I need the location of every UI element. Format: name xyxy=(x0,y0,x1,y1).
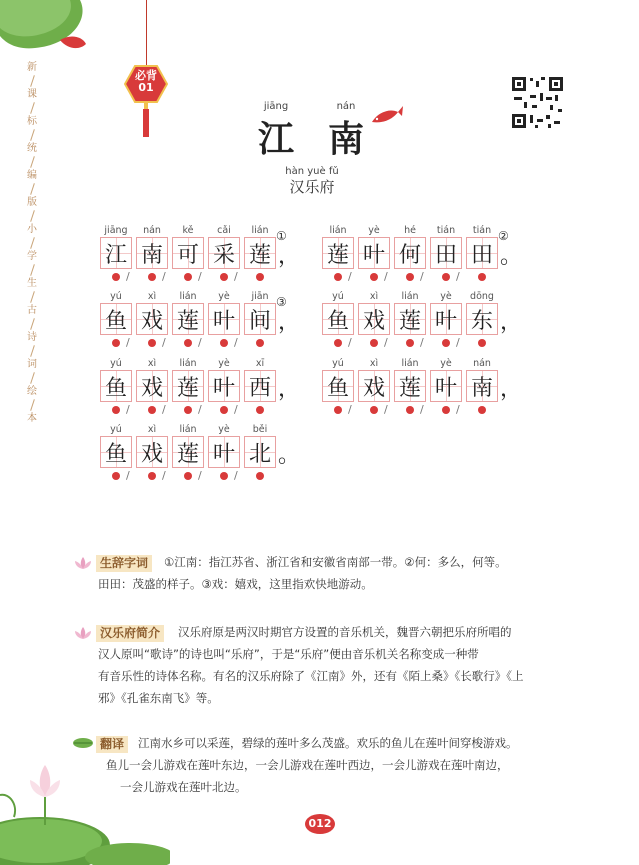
rhythm-slash: / xyxy=(420,270,424,283)
rhythm-slash: / xyxy=(234,270,238,283)
poem-char-box xyxy=(100,303,132,335)
series-divider xyxy=(30,318,35,330)
plum-flower-icon xyxy=(256,339,264,347)
poem-char: 何 xyxy=(398,242,421,268)
plum-flower-icon xyxy=(334,406,342,414)
poem-char: 莲 xyxy=(176,308,199,334)
poem-pinyin: yè xyxy=(440,291,452,302)
poem-pinyin: lián xyxy=(401,358,419,369)
poem-char-cell xyxy=(244,358,276,402)
poem-char: 叶 xyxy=(434,308,457,334)
plum-flower-icon xyxy=(184,472,192,480)
rhythm-slash: / xyxy=(348,336,352,349)
series-char: 古 xyxy=(27,305,37,316)
rhythm-slash: / xyxy=(234,403,238,416)
title-pinyin-2: nán xyxy=(336,101,356,112)
poem-char-cell xyxy=(244,225,276,269)
plum-flower-icon xyxy=(334,273,342,281)
poem-pinyin: xī xyxy=(255,358,265,369)
poem-punctuation: ， xyxy=(278,310,301,335)
poem-pinyin: yú xyxy=(110,424,122,435)
poem-char-cell xyxy=(466,291,498,335)
poem-char-box xyxy=(430,370,462,402)
poem-punctuation: ， xyxy=(278,377,301,402)
poem-char-cell xyxy=(394,291,426,335)
poem-pinyin: nán xyxy=(473,358,491,369)
title-char-2: 南 xyxy=(327,118,364,160)
plum-flower-icon xyxy=(220,472,228,480)
plum-flower-icon xyxy=(256,406,264,414)
plum-flower-icon xyxy=(184,339,192,347)
poem-char: 南 xyxy=(470,375,493,401)
poem-pinyin: lián xyxy=(329,225,347,236)
plum-flower-icon xyxy=(406,406,414,414)
poem-char-cell xyxy=(136,424,168,468)
poem-punctuation: 。 xyxy=(500,244,523,269)
series-divider xyxy=(30,102,35,114)
series-divider xyxy=(30,237,35,249)
poem-char: 叶 xyxy=(362,242,385,268)
poem-pinyin: lián xyxy=(401,291,419,302)
poem-char-cell xyxy=(136,358,168,402)
poem-char-cell xyxy=(430,358,462,402)
series-divider xyxy=(30,75,35,87)
rhythm-slash: / xyxy=(126,403,130,416)
poem-char-cell xyxy=(358,225,390,269)
koi-fish-icon xyxy=(368,104,404,130)
poem-char-cell xyxy=(172,424,204,468)
footnote-marker: ② xyxy=(498,229,509,243)
plum-flower-icon xyxy=(112,472,120,480)
rhythm-slash: / xyxy=(234,469,238,482)
rhythm-slash: / xyxy=(198,403,202,416)
rhythm-slash: / xyxy=(126,336,130,349)
poem-char-box xyxy=(100,237,132,269)
poem-char-box xyxy=(136,370,168,402)
poem-pinyin: yè xyxy=(218,424,230,435)
poem-char-box xyxy=(136,436,168,468)
poem-char-cell xyxy=(172,358,204,402)
poem-char: 鱼 xyxy=(326,308,349,334)
rhythm-slash: / xyxy=(420,336,424,349)
series-char: 本 xyxy=(27,413,37,424)
poem-char-box xyxy=(466,303,498,335)
poem-char: 江 xyxy=(104,242,127,268)
poem-char-box xyxy=(358,370,390,402)
rhythm-slash: / xyxy=(162,270,166,283)
series-char: 统 xyxy=(27,143,37,154)
plum-flower-icon xyxy=(220,339,228,347)
series-divider xyxy=(30,210,35,222)
plum-flower-icon xyxy=(184,273,192,281)
rhythm-slash: / xyxy=(126,469,130,482)
poem-char-box xyxy=(466,370,498,402)
poem-char-box xyxy=(394,303,426,335)
series-char: 编 xyxy=(27,170,37,181)
title-pinyin-1: jiāng xyxy=(263,101,289,112)
poem-char: 莲 xyxy=(248,242,271,268)
poem-char-cell xyxy=(100,225,132,269)
poem-char: 戏 xyxy=(362,308,385,334)
author-name: 汉乐府 xyxy=(289,178,335,196)
plum-flower-icon xyxy=(406,273,414,281)
poem-char-box xyxy=(172,237,204,269)
plum-flower-icon xyxy=(148,273,156,281)
rhythm-slash: / xyxy=(456,336,460,349)
plum-flower-icon xyxy=(220,406,228,414)
poem-char: 莲 xyxy=(176,441,199,467)
poem-pinyin: kě xyxy=(182,225,194,236)
poem-char-cell xyxy=(136,291,168,335)
poem-pinyin: jiāng xyxy=(104,225,128,236)
intro-label: 汉乐府简介 xyxy=(96,625,164,642)
series-divider xyxy=(30,399,35,411)
poem-char-cell xyxy=(136,225,168,269)
plum-flower-icon xyxy=(256,273,264,281)
poem-char-cell xyxy=(208,424,240,468)
poem-char: 叶 xyxy=(434,375,457,401)
rhythm-slash: / xyxy=(162,336,166,349)
poem-char: 戏 xyxy=(140,441,163,467)
series-divider xyxy=(30,372,35,384)
qr-code-icon[interactable] xyxy=(510,75,565,130)
lotus-icon xyxy=(72,556,94,570)
poem-char: 间 xyxy=(248,308,271,334)
lotus-icon xyxy=(72,626,94,640)
poem-char-cell xyxy=(244,291,276,335)
poem-char-box xyxy=(100,436,132,468)
plum-flower-icon xyxy=(148,339,156,347)
plum-flower-icon xyxy=(478,406,486,414)
poem-char-box xyxy=(208,436,240,468)
poem-pinyin: yú xyxy=(332,358,344,369)
poem-char: 南 xyxy=(140,242,163,268)
tag-line1: 必背 xyxy=(135,69,157,82)
poem-char: 可 xyxy=(176,242,199,268)
series-char: 新 xyxy=(27,62,37,73)
poem-char-box xyxy=(466,237,498,269)
series-char: 版 xyxy=(27,197,37,208)
poem-char-cell xyxy=(394,225,426,269)
poem-char: 莲 xyxy=(176,375,199,401)
poem-char: 叶 xyxy=(212,308,235,334)
translation-label: 翻译 xyxy=(96,736,128,753)
poem-pinyin: yú xyxy=(332,291,344,302)
poem-pinyin: lián xyxy=(179,291,197,302)
series-char: 课 xyxy=(27,89,37,100)
poem-char-cell xyxy=(100,291,132,335)
poem-pinyin: xì xyxy=(369,358,379,369)
poem-pinyin: xì xyxy=(147,291,157,302)
poem-punctuation: ， xyxy=(500,377,523,402)
series-char: 小 xyxy=(27,224,37,235)
plum-flower-icon xyxy=(220,273,228,281)
poem-char: 戏 xyxy=(140,308,163,334)
rhythm-slash: / xyxy=(384,403,388,416)
plum-flower-icon xyxy=(370,406,378,414)
poem-char-cell xyxy=(322,225,354,269)
poem-char-box xyxy=(136,237,168,269)
tag-line2: 01 xyxy=(138,81,154,94)
page-number: 012 xyxy=(308,817,332,830)
poem-char-box xyxy=(322,237,354,269)
series-divider xyxy=(30,291,35,303)
poem-pinyin: yú xyxy=(110,291,122,302)
rhythm-slash: / xyxy=(198,270,202,283)
poem-char: 叶 xyxy=(212,441,235,467)
poem-pinyin: hé xyxy=(404,225,416,236)
footnote-marker: ① xyxy=(276,229,287,243)
rhythm-slash: / xyxy=(162,469,166,482)
series-divider xyxy=(30,264,35,276)
rhythm-slash: / xyxy=(348,270,352,283)
poem-char-box xyxy=(136,303,168,335)
plum-flower-icon xyxy=(478,273,486,281)
plum-flower-icon xyxy=(148,472,156,480)
poem-char: 田 xyxy=(470,242,493,268)
poem-char: 戏 xyxy=(140,375,163,401)
poem-pinyin: lián xyxy=(251,225,269,236)
poem-char: 鱼 xyxy=(104,308,127,334)
translation-line-3: 一会儿游戏在莲叶北边。 xyxy=(120,780,247,794)
plum-flower-icon xyxy=(112,273,120,281)
poem-pinyin: xì xyxy=(147,358,157,369)
poem-char-cell xyxy=(394,358,426,402)
rhythm-slash: / xyxy=(384,270,388,283)
series-char: 学 xyxy=(27,251,37,262)
poem-pinyin: dōng xyxy=(470,291,494,302)
plum-flower-icon xyxy=(256,472,264,480)
poem-pinyin: yè xyxy=(368,225,380,236)
poem-char-cell xyxy=(244,424,276,468)
glossary-line-1: ①江南：指江苏省、浙江省和安徽省南部一带。②何：多么，何等。 xyxy=(164,555,507,569)
rhythm-slash: / xyxy=(162,403,166,416)
plum-flower-icon xyxy=(334,339,342,347)
series-divider xyxy=(30,129,35,141)
poem-char-cell xyxy=(172,291,204,335)
plum-flower-icon xyxy=(370,273,378,281)
poem-char: 莲 xyxy=(398,308,421,334)
glossary-line-2: 田田：茂盛的样子。③戏：嬉戏，这里指欢快地游动。 xyxy=(98,577,373,591)
poem-char-cell xyxy=(172,225,204,269)
translation-line-1: 江南水乡可以采莲，碧绿的莲叶多么茂盛。欢乐的鱼儿在莲叶间穿梭游戏。 xyxy=(138,736,518,750)
rhythm-slash: / xyxy=(420,403,424,416)
poem-punctuation: 。 xyxy=(278,443,301,468)
poem-char-box xyxy=(208,237,240,269)
poem-char-box xyxy=(208,303,240,335)
plum-flower-icon xyxy=(442,406,450,414)
poem-char-box xyxy=(322,370,354,402)
poem-char-box xyxy=(322,303,354,335)
lotus-leaf-decoration xyxy=(0,0,110,60)
poem-char-box xyxy=(244,370,276,402)
intro-line-3: 有音乐性的诗体名称。有名的汉乐府除了《江南》外，还有《陌上桑》《长歌行》《上 xyxy=(98,669,524,683)
poem-char-box xyxy=(244,303,276,335)
plum-flower-icon xyxy=(442,339,450,347)
poem-char-box xyxy=(430,237,462,269)
poem-char: 鱼 xyxy=(326,375,349,401)
poem-char-cell xyxy=(322,291,354,335)
poem-pinyin: tián xyxy=(436,225,456,236)
rhythm-slash: / xyxy=(348,403,352,416)
footnote-marker: ③ xyxy=(276,295,287,309)
poem-pinyin: běi xyxy=(252,424,268,435)
poem-pinyin: yè xyxy=(218,358,230,369)
poem-char-box xyxy=(172,370,204,402)
rhythm-slash: / xyxy=(234,336,238,349)
series-divider xyxy=(30,183,35,195)
rhythm-slash: / xyxy=(198,336,202,349)
lotus-pond-decoration xyxy=(0,735,170,865)
rhythm-slash: / xyxy=(126,270,130,283)
poem-char-cell xyxy=(358,291,390,335)
intro-line-4: 邪》《孔雀东南飞》等。 xyxy=(98,691,219,705)
poem-char: 西 xyxy=(248,375,271,401)
poem-char: 莲 xyxy=(398,375,421,401)
poem-char: 戏 xyxy=(362,375,385,401)
poem-char-cell xyxy=(208,291,240,335)
series-char: 绘 xyxy=(27,386,37,397)
series-char: 生 xyxy=(27,278,37,289)
glossary-label: 生辞字词 xyxy=(96,555,152,572)
poem-char: 莲 xyxy=(326,242,349,268)
poem-char: 东 xyxy=(470,308,493,334)
tassel-icon xyxy=(141,103,151,137)
poem-pinyin: yè xyxy=(218,291,230,302)
plum-flower-icon xyxy=(370,339,378,347)
series-divider xyxy=(30,345,35,357)
poem-char-cell xyxy=(466,358,498,402)
rhythm-slash: / xyxy=(384,336,388,349)
plum-flower-icon xyxy=(406,339,414,347)
series-divider xyxy=(30,156,35,168)
series-label xyxy=(22,62,42,424)
poem-char-box xyxy=(394,237,426,269)
plum-flower-icon xyxy=(112,339,120,347)
poem-char: 田 xyxy=(434,242,457,268)
poem-char: 北 xyxy=(248,441,271,467)
poem-char: 叶 xyxy=(212,375,235,401)
translation-line-2: 鱼儿一会儿游戏在莲叶东边，一会儿游戏在莲叶西边，一会儿游戏在莲叶南边， xyxy=(106,758,509,772)
poem-punctuation: ， xyxy=(500,310,523,335)
poem-pinyin: lián xyxy=(179,424,197,435)
intro-line-2: 汉人原叫“歌诗”的诗也叫“乐府”，于是“乐府”便由音乐机关名称变成一种带 xyxy=(98,647,479,661)
poem-char-box xyxy=(394,370,426,402)
plum-flower-icon xyxy=(148,406,156,414)
poem-char-cell xyxy=(100,358,132,402)
poem-char-cell xyxy=(100,424,132,468)
poem-char-box xyxy=(172,303,204,335)
poem-char-box xyxy=(244,237,276,269)
poem-char-box xyxy=(172,436,204,468)
poem-char-cell xyxy=(358,358,390,402)
poem-char-box xyxy=(358,237,390,269)
poem-char-cell xyxy=(208,358,240,402)
title-char-1: 江 xyxy=(257,118,294,160)
plum-flower-icon xyxy=(442,273,450,281)
poem-char-cell xyxy=(430,225,462,269)
poem-char-box xyxy=(208,370,240,402)
plum-flower-icon xyxy=(478,339,486,347)
poem-char-box xyxy=(244,436,276,468)
poem-pinyin: xì xyxy=(369,291,379,302)
poem-char-box xyxy=(100,370,132,402)
poem-pinyin: yè xyxy=(440,358,452,369)
tag-text xyxy=(124,70,168,94)
author-pinyin: hàn yuè fǔ xyxy=(285,166,339,177)
poem-pinyin: xì xyxy=(147,424,157,435)
tag-string xyxy=(146,0,147,68)
intro-line-1: 汉乐府原是两汉时期官方设置的音乐机关，魏晋六朝把乐府所唱的 xyxy=(178,625,512,639)
rhythm-slash: / xyxy=(456,270,460,283)
poem-char: 采 xyxy=(212,242,235,268)
poem-char-cell xyxy=(208,225,240,269)
poem-char-box xyxy=(430,303,462,335)
poem-char-cell xyxy=(430,291,462,335)
poem-pinyin: tián xyxy=(472,225,492,236)
poem-char-box xyxy=(358,303,390,335)
poem-pinyin: nán xyxy=(143,225,161,236)
poem-pinyin: lián xyxy=(179,358,197,369)
series-char: 词 xyxy=(27,359,37,370)
plum-flower-icon xyxy=(184,406,192,414)
poem-char-cell xyxy=(466,225,498,269)
series-char: 标 xyxy=(27,116,37,127)
poem-char: 鱼 xyxy=(104,375,127,401)
series-char: 诗 xyxy=(27,332,37,343)
poem-pinyin: yú xyxy=(110,358,122,369)
poem-pinyin: cǎi xyxy=(217,225,231,236)
plum-flower-icon xyxy=(112,406,120,414)
poem-pinyin: jiān xyxy=(251,291,269,302)
poem-char-cell xyxy=(322,358,354,402)
poem-punctuation: ， xyxy=(278,244,301,269)
rhythm-slash: / xyxy=(456,403,460,416)
rhythm-slash: / xyxy=(198,469,202,482)
poem-char: 鱼 xyxy=(104,441,127,467)
